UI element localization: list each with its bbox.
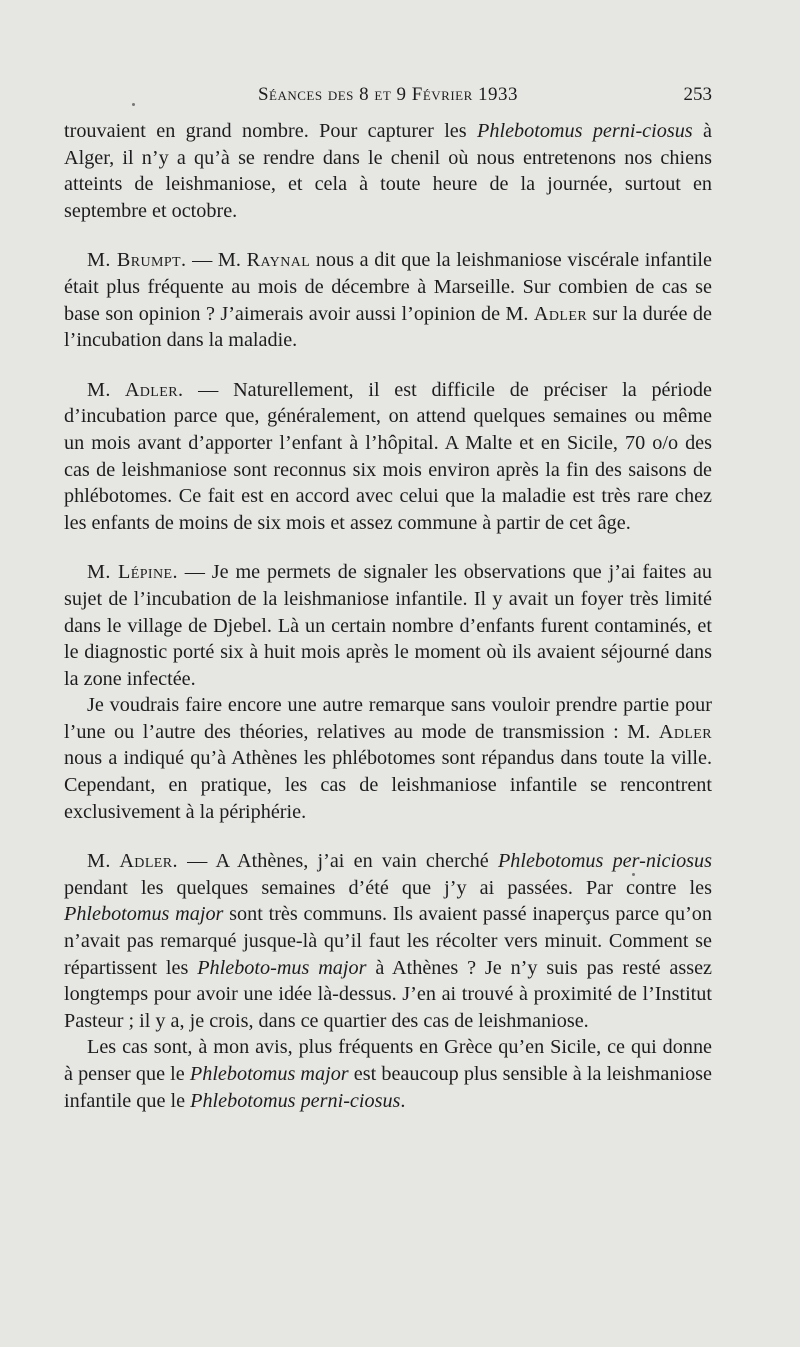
person-name: Adler [658, 720, 712, 743]
paragraph-gap [64, 354, 712, 377]
text-run: trouvaient en grand nombre. Pour capturer les [64, 120, 478, 142]
text-run: sur la durée de l’incubation dans la maladie. [64, 302, 712, 352]
paragraph-brumpt [64, 247, 712, 353]
paragraph-adler-2 [64, 848, 712, 1034]
text-run: pendant les quelques semaines d’été que j’y ai passées. Par contre les [64, 876, 712, 899]
species-name: Phlebotomus per-niciosus [497, 850, 712, 873]
paragraph-continuation [64, 118, 712, 224]
text-run: est beaucoup plus sensible à la leishmaniose infantile que le [64, 1063, 712, 1112]
text-run: à Athènes ? Je n’y suis pas resté assez longtemps pour avoir une idée là-dessus. J’en ai trouvé à proximité de l’Institut Pasteur ; il y a, je crois, dans ce quartier des cas de leishmaniose. [64, 956, 712, 1032]
text-run: — M. [186, 249, 247, 272]
speaker-name: M. Brumpt. [87, 249, 187, 272]
paragraph-gap [64, 224, 712, 247]
text-run: — Naturellement, il est difficile de préciser la période d’incubation parce que, généralement, on attend quelques semaines ou même un mois avant d’apporter l’enfant à l’hôpital. A Malte et en Sicile, 70 o/o des cas de leishmaniose sont reconnus six mois environ après la fin des saisons de phlébotomes. Ce fait est en accord avec celui que la maladie est très rare chez les enfants de moins de six mois et assez commune à partir de cet âge. [64, 378, 712, 534]
person-name: Raynal [246, 249, 311, 272]
text-run: à Alger, il n’y a qu’à se rendre dans le chenil où nous entretenons nos chiens atteints de leishmaniose, et cela à toute heure de la journée, surtout en septembre et octobre. [64, 120, 713, 222]
paragraph-adler-1 [64, 377, 712, 537]
paragraph-lepine-2 [64, 692, 712, 825]
speaker-name: M. Adler. [87, 850, 178, 873]
speaker-name: M. Lépine. [87, 561, 178, 584]
text-run: Je voudrais faire encore une autre remarque sans vouloir prendre partie pour l’une ou l’autre des théories, relatives au mode de transmission : M. [64, 694, 712, 743]
paragraph-gap [64, 536, 712, 559]
text-run: nous a dit que la leishmaniose viscérale infantile était plus fréquente au mois de décembre à Marseille. Sur combien de cas se base son opinion ? J’aimerais avoir aussi l’opinion de M. [64, 249, 712, 325]
running-head: Séances des 8 et 9 Février 1933 [257, 84, 519, 105]
page-header [64, 84, 712, 118]
paragraph-adler-2b [64, 1034, 712, 1114]
person-name: Adler [533, 302, 588, 325]
paragraph-gap [64, 825, 712, 848]
speaker-name: M. Adler. [87, 378, 184, 401]
species-name: Phleboto-mus major [197, 956, 367, 979]
page-number: 253 [683, 84, 712, 105]
species-name: Phlebotomus perni-ciosus [477, 120, 693, 142]
book-page [64, 84, 712, 1114]
species-name: Phlebotomus perni-ciosus [190, 1089, 401, 1112]
text-run: sont très communs. Ils avaient passé inaperçus parce qu’on n’avait pas remarqué jusque-là qu’il faut les récolter vers minuit. Comment se répartissent les [64, 903, 712, 979]
species-name: Phlebotomus major [64, 903, 224, 926]
text-run: — A Athènes, j’ai en vain cherché [177, 850, 498, 873]
text-run: nous a indiqué qu’à Athènes les phlébotomes sont répandus dans toute la ville. Cependant, en pratique, les cas de leishmaniose infantile se rencontrent exclusivement à la périphérie. [64, 747, 712, 823]
text-run: Les cas sont, à mon avis, plus fréquents en Grèce qu’en Sicile, ce qui donne à penser que le [64, 1036, 712, 1085]
paragraph-lepine [64, 559, 712, 692]
species-name: Phlebotomus major [189, 1063, 349, 1085]
text-run: . [400, 1089, 406, 1112]
text-run: — Je me permets de signaler les observations que j’ai faites au sujet de l’incubation de la leishmaniose infantile. Il y avait un foyer très limité dans le village de Djebel. Là un certain nombre d’enfants furent contaminés, et le diagnostic porté six à huit mois après le moment où ils avaient séjourné dans la zone infectée. [64, 561, 712, 690]
